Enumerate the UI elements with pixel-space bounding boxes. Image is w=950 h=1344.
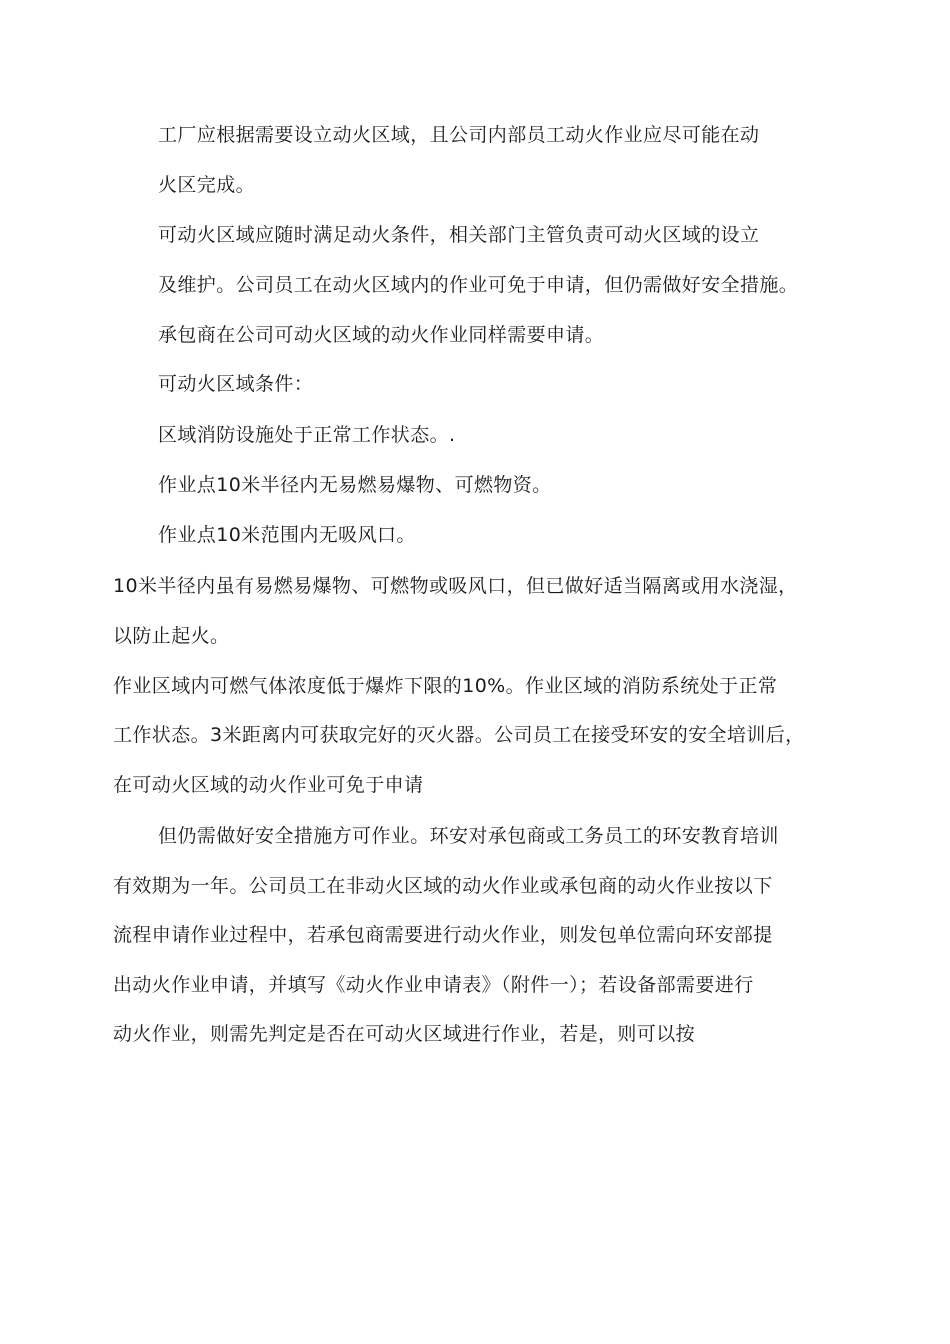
text-line: 承包商在公司可动火区域的动火作业同样需要申请。	[158, 324, 605, 346]
text-line: 以防止起火。	[113, 625, 230, 647]
text-line: 动火作业，则需先判定是否在可动火区域进行作业，若是，则可以按	[113, 1023, 696, 1045]
text-line: 工作状态。3米距离内可获取完好的灭火器。公司员工在接受环安的安全培训后，	[113, 724, 805, 746]
text-line: 作业点10米半径内无易燃易爆物、可燃物资。	[158, 474, 552, 496]
text-line: 可动火区域应随时满足动火条件，相关部门主管负责可动火区域的设立	[158, 224, 760, 246]
text-line: 流程申请作业过程中，若承包商需要进行动火作业，则发包单位需向环安部提	[113, 924, 773, 946]
text-line: 10米半径内虽有易燃易爆物、可燃物或吸风口，但已做好适当隔离或用水浇湿，	[113, 575, 798, 597]
text-line: 区域消防设施处于正常工作状态。.	[158, 424, 456, 446]
text-line: 但仍需做好安全措施方可作业。环安对承包商或工务员工的环安教育培训	[158, 825, 779, 847]
text-line: 作业点10米范围内无吸风口。	[158, 524, 416, 546]
text-line: 出动火作业申请，并填写《动火作业申请表》（附件一）；若设备部需要进行	[113, 974, 754, 996]
text-line: 作业区域内可燃气体浓度低于爆炸下限的10%。作业区域的消防系统处于正常	[113, 675, 778, 697]
text-line: 及维护。公司员工在动火区域内的作业可免于申请，但仍需做好安全措施。	[158, 274, 799, 296]
text-line: 有效期为一年。公司员工在非动火区域的动火作业或承包商的动火作业按以下	[113, 875, 773, 897]
text-line: 工厂应根据需要设立动火区域，且公司内部员工动火作业应尽可能在动	[158, 124, 760, 146]
text-line: 可动火区域条件：	[158, 373, 314, 395]
text-line: 在可动火区域的动火作业可免于申请	[113, 774, 424, 796]
text-line: 火区完成。	[158, 174, 256, 196]
